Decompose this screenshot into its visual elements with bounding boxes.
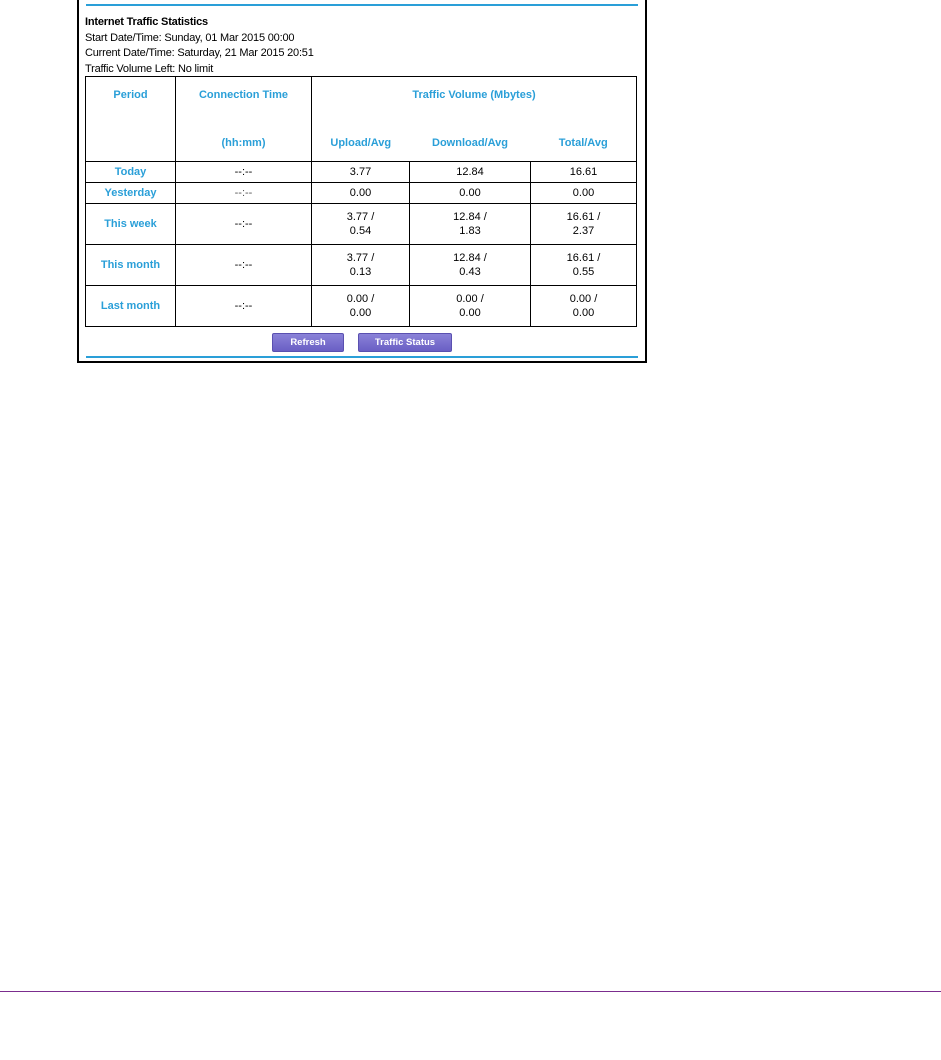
upload-value: 3.77 / 0.13 — [312, 245, 410, 286]
header-total: Total/Avg — [531, 125, 637, 162]
upload-value: 3.77 / 0.54 — [312, 204, 410, 245]
download-value: 0.00 — [410, 183, 531, 204]
header-traffic-volume: Traffic Volume (Mbytes) — [312, 77, 637, 126]
period-label: Today — [86, 162, 176, 183]
traffic-table — [85, 76, 637, 327]
period-label: This week — [86, 204, 176, 245]
top-divider — [86, 4, 638, 6]
table-row — [86, 183, 637, 204]
traffic-status-button[interactable]: Traffic Status — [358, 333, 452, 352]
table-row — [86, 162, 637, 183]
upload-value: 0.00 — [312, 183, 410, 204]
download-value: 12.84 / 1.83 — [410, 204, 531, 245]
period-label: This month — [86, 245, 176, 286]
action-buttons — [79, 333, 645, 352]
stats-info — [85, 15, 314, 77]
traffic-statistics-panel — [77, 0, 647, 363]
table-row — [86, 245, 637, 286]
header-period: Period — [86, 77, 176, 162]
table-row — [86, 204, 637, 245]
total-value: 16.61 / 2.37 — [531, 204, 637, 245]
traffic-volume-left: Traffic Volume Left: No limit — [85, 62, 214, 75]
period-label: Last month — [86, 286, 176, 327]
upload-value: 0.00 / 0.00 — [312, 286, 410, 327]
total-value: 16.61 / 0.55 — [531, 245, 637, 286]
total-value: 0.00 — [531, 183, 637, 204]
connection-time-value: --:-- — [176, 183, 312, 204]
connection-time-value: --:-- — [176, 162, 312, 183]
total-value: 0.00 / 0.00 — [531, 286, 637, 327]
period-label: Yesterday — [86, 183, 176, 204]
upload-value: 3.77 — [312, 162, 410, 183]
header-connection-unit: (hh:mm) — [176, 125, 312, 162]
panel-title: Internet Traffic Statistics — [85, 16, 208, 28]
header-upload: Upload/Avg — [312, 125, 410, 162]
bottom-divider — [86, 356, 638, 358]
download-value: 12.84 / 0.43 — [410, 245, 531, 286]
page-footer-rule — [0, 991, 941, 992]
total-value: 16.61 — [531, 162, 637, 183]
start-datetime: Start Date/Time: Sunday, 01 Mar 2015 00:00 — [85, 31, 295, 44]
connection-time-value: --:-- — [176, 286, 312, 327]
download-value: 12.84 — [410, 162, 531, 183]
current-datetime: Current Date/Time: Saturday, 21 Mar 2015 20:51 — [85, 47, 314, 59]
download-value: 0.00 / 0.00 — [410, 286, 531, 327]
connection-time-value: --:-- — [176, 204, 312, 245]
refresh-button[interactable]: Refresh — [272, 333, 344, 352]
header-download: Download/Avg — [410, 125, 531, 162]
connection-time-value: --:-- — [176, 245, 312, 286]
header-connection-time: Connection Time — [176, 77, 312, 126]
table-row — [86, 286, 637, 327]
